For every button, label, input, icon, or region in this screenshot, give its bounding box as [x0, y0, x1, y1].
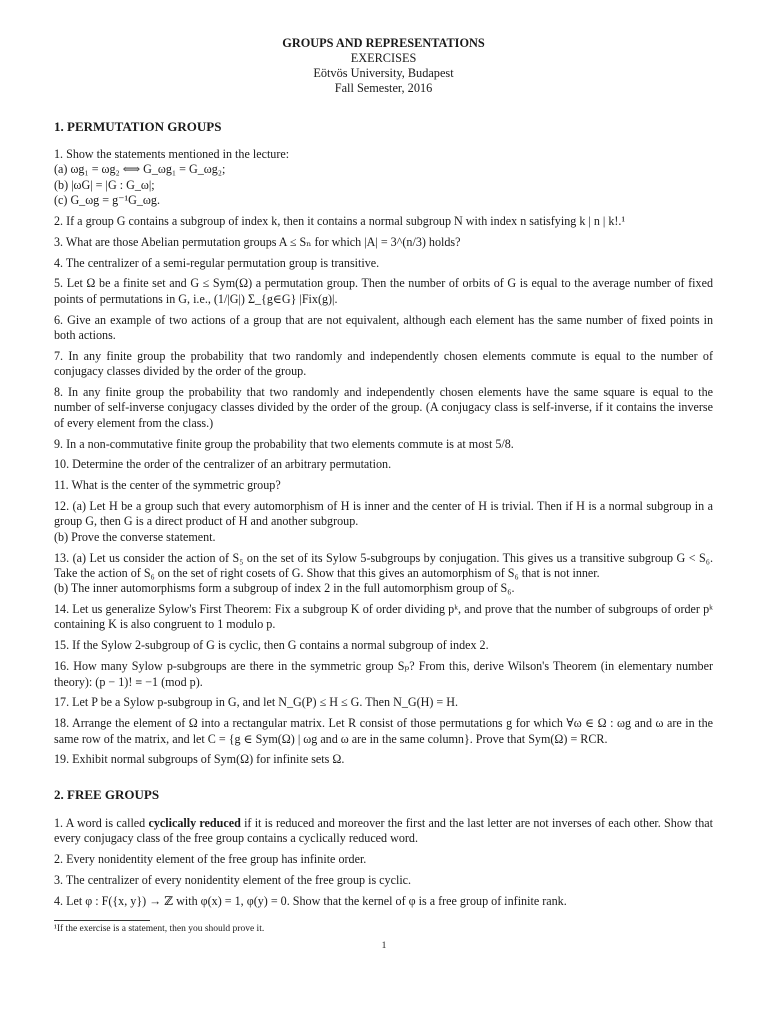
- exercise-item: [54, 313, 713, 344]
- exercise-line: 5. Let Ω be a finite set and G ≤ Sym(Ω) a permutation group. Then the number of orbits of G is equal to the average number of fixed points of permutations in G, i.e., (1/|G|) Σ_{g∈G} |Fix(g)|.: [54, 276, 713, 306]
- document-subtitle: EXERCISES: [350, 51, 417, 65]
- exercise-line: 7. In any finite group the probability that two randomly and independently chosen elements commute is equal to the number of conjugacy classes divided by the order of the group.: [54, 348, 713, 379]
- section-title-free-groups: 2. FREE GROUPS: [54, 786, 160, 802]
- exercise-line: 8. In any finite group the probability that two randomly and independently chosen elements have the same square is equal to the number of self-inverse conjugacy classes divided by the order of the group. (A conjugacy class is self-inverse, if it contains the inverse of every element from the class.): [54, 385, 713, 430]
- exercise-line: 3. What are those Abelian permutation groups A ≤ Sₙ for which |A| = 3^(n/3) holds?: [54, 234, 461, 249]
- exercise-line: (b) |ωG| = |G : G_ω|;: [54, 177, 155, 192]
- exercise-item: [54, 235, 713, 250]
- exercise-item: [54, 716, 713, 747]
- exercise-line: 16. How many Sylow p-subgroups are there in the symmetric group Sₚ? From this, derive Wilson's Theorem (in elementary number theory): (p − 1)! ≡ −1 (mod p).: [54, 659, 713, 689]
- exercise-item: [54, 478, 713, 493]
- exercise-line: 18. Arrange the element of Ω into a rectangular matrix. Let R consist of those permutations g for which ∀ω ∈ Ω : ωg and ω are in the same row of the matrix, and let C = {g ∈ Sym(Ω) | ωg and ω are in the same column}. Prove that Sym(Ω) = RCR.: [54, 716, 713, 746]
- exercise-line: (b) The inner automorphisms form a subgroup of index 2 in the full automorphism group of S₆.: [54, 581, 515, 596]
- exercise-line: 10. Determine the order of the centralizer of an arbitrary permutation.: [54, 457, 392, 472]
- exercise-item: [54, 873, 713, 888]
- exercise-item: [54, 752, 713, 767]
- exercise-line: (c) G_ωg = g⁻¹G_ωg.: [54, 192, 160, 207]
- exercise-list-free-groups: [54, 816, 713, 909]
- exercise-line: 9. In a non-commutative finite group the probability that two elements commute is at most 5/8.: [54, 436, 514, 451]
- footnote: ¹If the exercise is a statement, then you should prove it.: [54, 924, 265, 934]
- exercise-item: [54, 147, 713, 208]
- defined-term: cyclically reduced: [148, 815, 241, 830]
- exercise-item: [54, 659, 713, 690]
- exercise-text: 1. A word is called: [54, 815, 149, 830]
- exercise-line: 4. The centralizer of a semi-regular permutation group is transitive.: [54, 255, 380, 270]
- document-header: [54, 36, 713, 96]
- page-number: 1: [381, 941, 387, 951]
- exercise-line: 17. Let P be a Sylow p-subgroup in G, and let N_G(P) ≤ H ≤ G. Then N_G(H) = H.: [54, 695, 459, 710]
- document-page: [54, 36, 713, 915]
- exercise-item: [54, 638, 713, 653]
- exercise-line: 15. If the Sylow 2-subgroup of G is cyclic, then G contains a normal subgroup of index 2.: [54, 638, 489, 653]
- exercise-item: [54, 385, 713, 431]
- exercise-item: [54, 214, 713, 229]
- exercise-line: (a) ωg₁ = ωg₂ ⟺ G_ωg₁ = G_ωg₂;: [54, 162, 226, 177]
- exercise-line: 11. What is the center of the symmetric group?: [54, 478, 281, 493]
- exercise-item: [54, 437, 713, 452]
- exercise-line: 2. If a group G contains a subgroup of index k, then it contains a normal subgroup N with index n satisfying k | n | k!.¹: [54, 213, 626, 228]
- exercise-item: [54, 852, 713, 867]
- exercise-line: 19. Exhibit normal subgroups of Sym(Ω) for infinite sets Ω.: [54, 752, 345, 767]
- exercise-text: if it is reduced and moreover the first and the last letter are not inverses of each other. Show that every conjugacy class of the free group contains a cyclically reduced word.: [54, 815, 713, 846]
- exercise-line: 4. Let φ : F({x, y}) → ℤ with φ(x) = 1, φ(y) = 0. Show that the kernel of φ is a free group of infinite rank.: [54, 893, 567, 908]
- exercise-line: (b) Prove the converse statement.: [54, 529, 216, 544]
- exercise-item: [54, 276, 713, 307]
- exercise-item: [54, 894, 713, 909]
- university-name: Eötvös University, Budapest: [313, 66, 454, 80]
- document-title: GROUPS AND REPRESENTATIONS: [282, 36, 485, 50]
- exercise-item: [54, 695, 713, 710]
- exercise-line: 13. (a) Let us consider the action of S₅ on the set of its Sylow 5-subgroups by conjugation. This gives us a transitive subgroup G < S₆. Take the action of S₆ on the set of right cosets of G. Show that this gives an automorphism of S₆ that is not inner.: [54, 550, 713, 580]
- exercise-item: [54, 256, 713, 271]
- exercise-line: 14. Let us generalize Sylow's First Theorem: Fix a subgroup K of order dividing pᵏ, and prove that the number of subgroups of order pᵏ containing K is also congruent to 1 modulo p.: [54, 602, 713, 632]
- semester-label: Fall Semester, 2016: [334, 81, 433, 95]
- exercise-line: 3. The centralizer of every nonidentity element of the free group is cyclic.: [54, 872, 412, 887]
- exercise-item: [54, 816, 713, 847]
- exercise-line: 2. Every nonidentity element of the free group has infinite order.: [54, 851, 367, 866]
- exercise-line: 1. Show the statements mentioned in the lecture:: [54, 147, 290, 161]
- footnote-rule: [54, 920, 150, 921]
- exercise-item: [54, 602, 713, 633]
- exercise-line: 6. Give an example of two actions of a group that are not equivalent, although each element has the same number of fixed points in both actions.: [54, 312, 713, 342]
- exercise-item: [54, 349, 713, 380]
- section-title-permutation-groups: 1. PERMUTATION GROUPS: [54, 119, 222, 134]
- exercise-item: [54, 499, 713, 545]
- exercise-line: 12. (a) Let H be a group such that every automorphism of H is inner and the center of H is trivial. Then if H is a normal subgroup in a group G, then G is a direct product of H and another subgroup.: [54, 499, 713, 529]
- exercise-item: [54, 551, 713, 597]
- exercise-item: [54, 457, 713, 472]
- exercise-list-permutation-groups: [54, 147, 713, 768]
